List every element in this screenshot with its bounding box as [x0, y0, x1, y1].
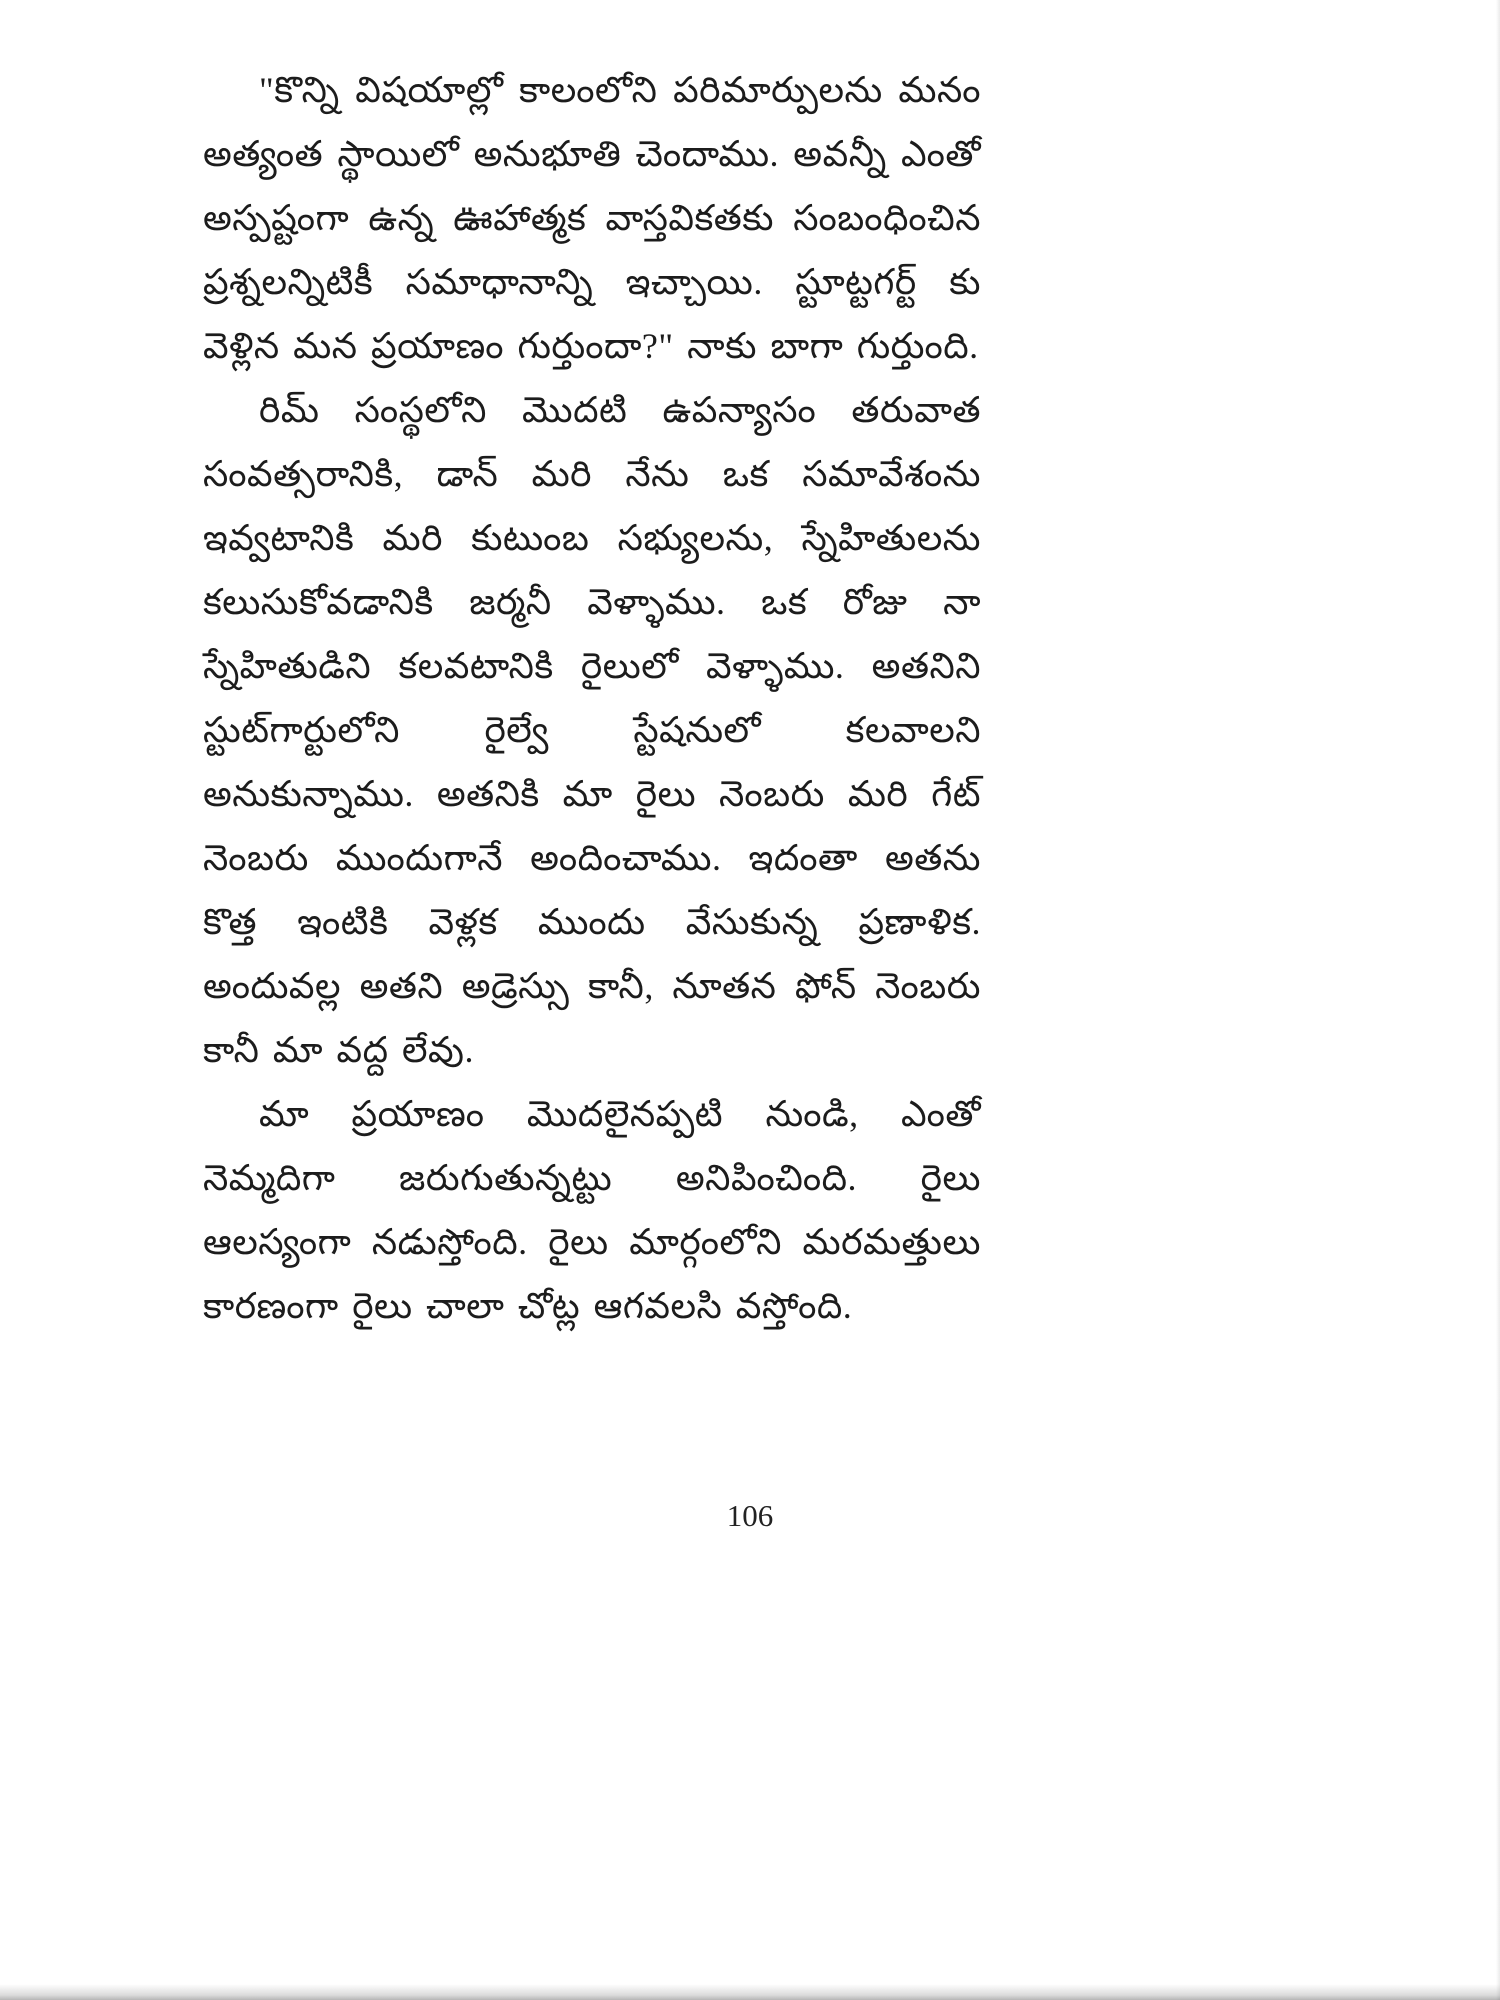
- scan-edge-bottom: [0, 1984, 1500, 2000]
- body-text: [203, 58, 981, 1338]
- paragraph-3: మా ప్రయాణం మొదలైనప్పటి నుండి, ఎంతో నెమ్మదిగా జరుగుతున్నట్టు అనిపించింది. రైలు ఆలస్యంగా నడుస్తోంది. రైలు మార్గంలోని మరమత్తులు కారణంగా రైలు చాలా చోట్ల ఆగవలసి వస్తోంది.: [203, 1094, 981, 1326]
- scan-edge-right: [1496, 0, 1500, 2000]
- paragraph-2: రిమ్ సంస్థలోని మొదటి ఉపన్యాసం తరువాత సంవత్సరానికి, డాన్ మరి నేను ఒక సమావేశంను ఇవ్వటానికి మరి కుటుంబ సభ్యులను, స్నేహితులను కలుసుకోవడానికి జర్మనీ వెళ్ళాము. ఒక రోజు నా స్నేహితుడిని కలవటానికి రైలులో వెళ్ళాము. అతనిని స్టుట్‌గార్టులోని రైల్వే స్టేషనులో కలవాలని అనుకున్నాము. అతనికి మా రైలు నెంబరు మరి గేట్ నెంబరు ముందుగానే అందించాము. ఇదంతా అతను కొత్త ఇంటికి వెళ్లక ముందు వేసుకున్న ప్రణాళిక. అందువల్ల అతని అడ్రెస్సు కానీ, నూతన ఫోన్ నెంబరు కానీ మా వద్ద లేవు.: [203, 390, 981, 1070]
- page-number: 106: [726, 1498, 774, 1533]
- paragraph-1: "కొన్ని విషయాల్లో కాలంలోని పరిమార్పులను మనం అత్యంత స్థాయిలో అనుభూతి చెందాము. అవన్నీ ఎంతో అస్పష్టంగా ఉన్న ఊహాత్మక వాస్తవికతకు సంబంధించిన ప్రశ్నలన్నిటికీ సమాధానాన్ని ఇచ్చాయి. స్టూట్టగర్ట్ కు వెళ్లిన మన ప్రయాణం గుర్తుందా?" నాకు బాగా గుర్తుంది.: [203, 70, 981, 366]
